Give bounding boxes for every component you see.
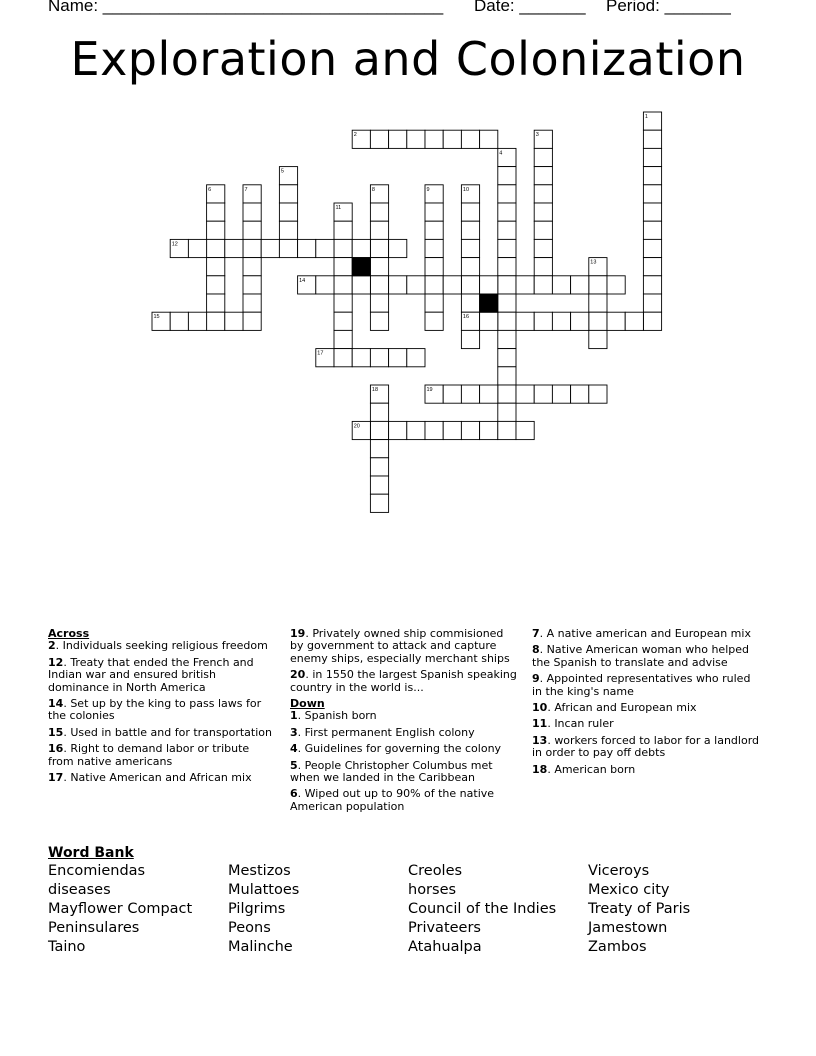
clue-text: Native American woman who helped the Spanish to translate and advise	[532, 643, 749, 669]
word-bank-item: Peninsulares	[48, 920, 140, 936]
crossword-cell[interactable]	[589, 294, 607, 312]
crossword-cell[interactable]	[243, 294, 261, 312]
crossword-cell[interactable]	[643, 148, 661, 166]
crossword-cell[interactable]	[243, 258, 261, 276]
crossword-cell[interactable]	[534, 148, 552, 166]
black-cell	[352, 258, 370, 276]
crossword-cell[interactable]	[407, 421, 425, 439]
crossword-cell[interactable]	[498, 421, 516, 439]
crossword-cell[interactable]	[370, 221, 388, 239]
cell-number: 17	[317, 350, 324, 357]
down-clues-column-3	[532, 628, 762, 780]
crossword-cell[interactable]	[425, 203, 443, 221]
word-bank-item: Treaty of Paris	[588, 901, 691, 917]
crossword-cell[interactable]	[316, 239, 334, 257]
crossword-cell[interactable]	[571, 312, 589, 330]
clue-text: Set up by the king to pass laws for the colonies	[48, 697, 262, 723]
crossword-cell[interactable]	[389, 349, 407, 367]
clue-text: Wiped out up to 90% of the native American population	[290, 787, 495, 813]
crossword-cell[interactable]	[498, 258, 516, 276]
crossword-cell[interactable]	[425, 221, 443, 239]
crossword-cell[interactable]	[443, 276, 461, 294]
crossword-cell[interactable]	[389, 421, 407, 439]
clue-number: 19	[290, 627, 306, 640]
crossword-cell[interactable]	[279, 203, 297, 221]
cell-number: 10	[462, 186, 470, 193]
crossword-cell[interactable]	[480, 130, 498, 148]
crossword-cell[interactable]	[207, 294, 225, 312]
clue-text: Individuals seeking religious freedom	[62, 639, 268, 653]
crossword-cell[interactable]	[443, 421, 461, 439]
crossword-cell[interactable]	[370, 130, 388, 148]
cell-number: 1	[644, 114, 648, 120]
clue-text: African and European mix	[554, 701, 697, 715]
crossword-cell[interactable]	[571, 385, 589, 403]
clue-number: 3	[290, 725, 298, 739]
clue-number: 4	[290, 742, 298, 756]
down-clue: 11. Incan ruler	[532, 717, 614, 731]
clue-text: Used in battle and for transportation	[70, 725, 272, 739]
crossword-cell[interactable]	[625, 312, 643, 330]
crossword-cell[interactable]	[498, 385, 516, 403]
across-clues-column-1	[48, 628, 276, 788]
crossword-cell[interactable]	[334, 221, 352, 239]
crossword-cell[interactable]	[498, 167, 516, 185]
clue-text: Native American and African mix	[70, 771, 252, 785]
crossword-cell[interactable]	[389, 239, 407, 257]
crossword-cell[interactable]	[534, 167, 552, 185]
crossword-cell[interactable]	[170, 312, 188, 330]
crossword-cell[interactable]	[334, 258, 352, 276]
crossword-cell[interactable]	[516, 312, 534, 330]
down-clue: 1. Spanish born	[290, 709, 377, 723]
across-clue: 19. Privately owned ship commisioned by government to attack and capture enemy ships, especially merchant ships	[290, 627, 510, 665]
crossword-cell[interactable]	[534, 258, 552, 276]
crossword-cell[interactable]	[279, 185, 297, 203]
crossword-cell[interactable]	[534, 385, 552, 403]
crossword-cell[interactable]	[370, 421, 388, 439]
crossword-cell[interactable]	[243, 203, 261, 221]
crossword-cell[interactable]	[461, 421, 479, 439]
crossword-cell[interactable]	[589, 276, 607, 294]
crossword-cell[interactable]	[461, 330, 479, 348]
cell-number: 7	[244, 186, 248, 193]
word-bank-item: Mulattoes	[228, 882, 300, 898]
cell-number: 12	[171, 241, 178, 248]
clue-number: 15	[48, 725, 64, 739]
crossword-cell[interactable]	[461, 385, 479, 403]
crossword-cell[interactable]	[552, 276, 570, 294]
black-cell	[480, 294, 498, 312]
across-clue: 17. Native American and African mix	[48, 771, 252, 785]
crossword-cell[interactable]	[370, 494, 388, 512]
across-clue: 12. Treaty that ended the French and Indian war and ensured british dominance in North America	[48, 655, 254, 694]
cell-number: 15	[153, 314, 160, 321]
crossword-cell[interactable]	[607, 276, 625, 294]
crossword-cell[interactable]	[370, 294, 388, 312]
crossword-cell[interactable]	[425, 421, 443, 439]
crossword-cell[interactable]	[225, 239, 243, 257]
crossword-cell[interactable]	[425, 239, 443, 257]
crossword-cell[interactable]	[243, 221, 261, 239]
crossword-cell[interactable]	[534, 221, 552, 239]
crossword-cell[interactable]	[643, 130, 661, 148]
word-bank-item: Mayflower Compact	[48, 901, 193, 917]
date-field[interactable]: Date: _______	[474, 0, 586, 15]
crossword-cell[interactable]	[480, 312, 498, 330]
crossword-cell[interactable]	[370, 349, 388, 367]
crossword-cell[interactable]	[498, 367, 516, 385]
clue-number: 14	[48, 697, 64, 711]
word-bank-item: Mestizos	[228, 863, 291, 879]
crossword-cell[interactable]	[534, 312, 552, 330]
clue-number: 20	[290, 668, 306, 682]
crossword-cell[interactable]	[279, 239, 297, 257]
cell-number: 13	[590, 259, 597, 266]
crossword-cell[interactable]	[389, 130, 407, 148]
word-bank-item: Jamestown	[588, 920, 668, 936]
crossword-cell[interactable]	[207, 221, 225, 239]
word-bank-item: Malinche	[228, 939, 293, 955]
across-clue: 20. in 1550 the largest Spanish speaking country in the world is...	[290, 668, 517, 694]
crossword-cell[interactable]	[589, 330, 607, 348]
clue-number: 11	[532, 717, 548, 731]
clue-number: 9	[532, 672, 540, 686]
across-clue: 14. Set up by the king to pass laws for the colonies	[48, 697, 262, 723]
clue-text: Right to demand labor or tribute from native americans	[48, 742, 250, 768]
crossword-cell[interactable]	[370, 403, 388, 421]
crossword-cell[interactable]	[352, 276, 370, 294]
crossword-cell[interactable]	[534, 203, 552, 221]
crossword-cell[interactable]	[534, 239, 552, 257]
down-clue: 8. Native American woman who helped the Spanish to translate and advise	[532, 643, 749, 669]
crossword-cell[interactable]	[334, 294, 352, 312]
crossword-cell[interactable]	[643, 276, 661, 294]
crossword-cell[interactable]	[443, 130, 461, 148]
word-bank-item: Council of the Indies	[408, 901, 557, 917]
crossword-cell[interactable]	[370, 440, 388, 458]
cell-number: 3	[535, 132, 539, 139]
cell-number: 20	[353, 423, 360, 430]
crossword-cell[interactable]	[370, 312, 388, 330]
crossword-cell[interactable]	[407, 276, 425, 294]
crossword-cell[interactable]	[643, 239, 661, 257]
crossword-cell[interactable]	[188, 239, 206, 257]
crossword-cell[interactable]	[316, 276, 334, 294]
word-bank-column-3	[408, 862, 556, 957]
crossword-cell[interactable]	[461, 294, 479, 312]
across-heading: Across	[48, 627, 90, 640]
crossword-cell[interactable]	[461, 276, 479, 294]
cell-number: 8	[371, 186, 375, 193]
crossword-cell[interactable]	[352, 349, 370, 367]
crossword-cell[interactable]	[334, 312, 352, 330]
down-clue: 3. First permanent English colony	[290, 725, 475, 739]
crossword-cell[interactable]	[352, 239, 370, 257]
word-bank-column-1	[48, 862, 192, 957]
crossword-cell[interactable]	[407, 130, 425, 148]
word-bank-item: diseases	[48, 882, 111, 898]
crossword-cell[interactable]	[461, 203, 479, 221]
clue-text: Treaty that ended the French and Indian war and ensured british dominance in North America	[48, 655, 254, 694]
cell-number: 16	[462, 314, 470, 321]
crossword-cell[interactable]	[643, 221, 661, 239]
crossword-cell[interactable]	[498, 349, 516, 367]
crossword-cell[interactable]	[498, 185, 516, 203]
crossword-cell[interactable]	[498, 203, 516, 221]
crossword-cell[interactable]	[370, 458, 388, 476]
crossword-cell[interactable]	[334, 276, 352, 294]
crossword-cell[interactable]	[279, 221, 297, 239]
clue-text: Privately owned ship commisioned by government to attack and capture enemy ships, especially merchant ships	[290, 627, 510, 665]
across-clue: 16. Right to demand labor or tribute from native americans	[48, 742, 250, 768]
clue-number: 5	[290, 758, 298, 772]
crossword-cell[interactable]	[589, 312, 607, 330]
crossword-cell[interactable]	[461, 130, 479, 148]
crossword-cell[interactable]	[480, 385, 498, 403]
crossword-cell[interactable]	[243, 239, 261, 257]
crossword-cell[interactable]	[534, 276, 552, 294]
clue-number: 16	[48, 742, 64, 756]
crossword-cell[interactable]	[443, 385, 461, 403]
crossword-cell[interactable]	[425, 258, 443, 276]
crossword-cell[interactable]	[207, 258, 225, 276]
crossword-cell[interactable]	[461, 221, 479, 239]
crossword-cell[interactable]	[225, 312, 243, 330]
clue-text: Incan ruler	[554, 717, 614, 731]
crossword-cell[interactable]	[334, 349, 352, 367]
down-clue: 9. Appointed representatives who ruled in the king's name	[532, 672, 751, 698]
clue-text: Appointed representatives who ruled in the king's name	[532, 672, 751, 698]
clue-text: workers forced to labor for a landlord in order to pay off debts	[532, 733, 760, 760]
crossword-cell[interactable]	[370, 276, 388, 294]
down-clue: 4. Guidelines for governing the colony	[290, 742, 502, 756]
crossword-cell[interactable]	[207, 239, 225, 257]
crossword-cell[interactable]	[461, 239, 479, 257]
word-bank-item: Encomiendas	[48, 863, 146, 879]
crossword-cell[interactable]	[188, 312, 206, 330]
word-bank-item: Viceroys	[588, 863, 650, 879]
word-bank-item: horses	[408, 882, 457, 898]
crossword-cell[interactable]	[425, 276, 443, 294]
crossword-cell[interactable]	[298, 239, 316, 257]
crossword-cell[interactable]	[334, 239, 352, 257]
clue-text: American born	[554, 762, 636, 776]
word-bank-item: Taino	[48, 939, 86, 955]
crossword-cell[interactable]	[498, 294, 516, 312]
crossword-cell[interactable]	[498, 312, 516, 330]
clue-text: in 1550 the largest Spanish speaking country in the world is...	[290, 668, 517, 694]
word-bank-item: Mexico city	[588, 882, 670, 898]
crossword-cell[interactable]	[552, 385, 570, 403]
name-field[interactable]: Name: ____________________________________	[48, 0, 444, 15]
crossword-cell[interactable]	[461, 258, 479, 276]
crossword-cell[interactable]	[425, 294, 443, 312]
word-bank-column-4	[588, 862, 690, 957]
crossword-cell[interactable]	[498, 221, 516, 239]
crossword-cell[interactable]	[243, 312, 261, 330]
crossword-cell[interactable]	[589, 385, 607, 403]
clues-column-2	[290, 628, 520, 817]
clue-number: 10	[532, 701, 548, 715]
crossword-cell[interactable]	[498, 276, 516, 294]
crossword-cell[interactable]	[370, 203, 388, 221]
cell-number: 9	[426, 186, 430, 193]
down-heading: Down	[290, 697, 325, 711]
crossword-cell[interactable]	[643, 185, 661, 203]
crossword-cell[interactable]	[261, 239, 279, 257]
clue-number: 13	[532, 733, 548, 747]
crossword-cell[interactable]	[334, 330, 352, 348]
clue-number: 18	[532, 762, 548, 776]
word-bank-column-2	[228, 862, 299, 957]
cell-number: 14	[299, 277, 306, 284]
clue-number: 7	[532, 627, 540, 640]
clue-text: Guidelines for governing the colony	[304, 742, 502, 756]
crossword-cell[interactable]	[207, 203, 225, 221]
crossword-cell[interactable]	[571, 276, 589, 294]
crossword-cell[interactable]	[498, 330, 516, 348]
crossword-cell[interactable]	[207, 312, 225, 330]
cell-number: 18	[371, 387, 379, 393]
crossword-cell[interactable]	[370, 476, 388, 494]
crossword-cell[interactable]	[643, 312, 661, 330]
cell-number: 11	[335, 205, 342, 211]
word-bank-item: Zambos	[588, 939, 647, 955]
crossword-cell[interactable]	[207, 276, 225, 294]
page-title: Exploration and Colonization	[70, 32, 746, 86]
down-clue: 13. workers forced to labor for a landlord in order to pay off debts	[532, 733, 760, 760]
word-bank-item: Peons	[228, 920, 271, 936]
clue-number: 2	[48, 639, 56, 653]
clue-text: Spanish born	[304, 709, 377, 723]
down-clue: 10. African and European mix	[532, 701, 697, 715]
down-clue: 7. A native american and European mix	[532, 627, 751, 640]
cell-number: 2	[353, 132, 357, 139]
word-bank-item: Creoles	[408, 863, 463, 879]
crossword-cell[interactable]	[425, 130, 443, 148]
crossword-cell[interactable]	[607, 312, 625, 330]
word-bank-title: Word Bank	[48, 845, 134, 861]
clue-number: 17	[48, 771, 64, 785]
word-bank-item: Atahualpa	[408, 939, 482, 955]
clue-number: 12	[48, 655, 64, 669]
word-bank-item: Privateers	[408, 920, 481, 936]
down-clue: 6. Wiped out up to 90% of the native American population	[290, 787, 495, 813]
clue-text: A native american and European mix	[546, 627, 751, 640]
cell-number: 5	[280, 168, 284, 175]
cell-number: 6	[208, 186, 212, 193]
crossword-cell[interactable]	[480, 421, 498, 439]
crossword-cell[interactable]	[552, 312, 570, 330]
crossword-cell[interactable]	[643, 294, 661, 312]
across-clue: 15. Used in battle and for transportation	[48, 725, 272, 739]
across-clue: 2. Individuals seeking religious freedom	[48, 639, 268, 653]
crossword-cell[interactable]	[370, 239, 388, 257]
down-clue: 5. People Christopher Columbus met when we landed in the Caribbean	[290, 758, 493, 785]
period-field[interactable]: Period: _______	[606, 0, 731, 15]
cell-number: 19	[426, 387, 433, 393]
crossword-cell[interactable]	[498, 403, 516, 421]
clue-number: 6	[290, 787, 298, 801]
clue-number: 1	[290, 709, 298, 723]
down-clue: 18. American born	[532, 762, 636, 776]
crossword-cell[interactable]	[243, 276, 261, 294]
crossword-cell[interactable]	[534, 185, 552, 203]
word-bank-item: Pilgrims	[228, 901, 286, 917]
crossword-cell[interactable]	[643, 167, 661, 185]
crossword-cell[interactable]	[425, 312, 443, 330]
clue-text: First permanent English colony	[304, 725, 475, 739]
crossword-cell[interactable]	[407, 349, 425, 367]
crossword-cell[interactable]	[516, 276, 534, 294]
clue-number: 8	[532, 643, 540, 657]
crossword-cell[interactable]	[480, 276, 498, 294]
crossword-cell[interactable]	[516, 385, 534, 403]
crossword-cell[interactable]	[389, 276, 407, 294]
crossword-cell[interactable]	[370, 258, 388, 276]
clue-text: People Christopher Columbus met when we landed in the Caribbean	[290, 758, 493, 785]
crossword-cell[interactable]	[643, 203, 661, 221]
cell-number: 4	[499, 150, 503, 157]
crossword-cell[interactable]	[498, 239, 516, 257]
crossword-cell[interactable]	[516, 421, 534, 439]
crossword-cell[interactable]	[643, 258, 661, 276]
